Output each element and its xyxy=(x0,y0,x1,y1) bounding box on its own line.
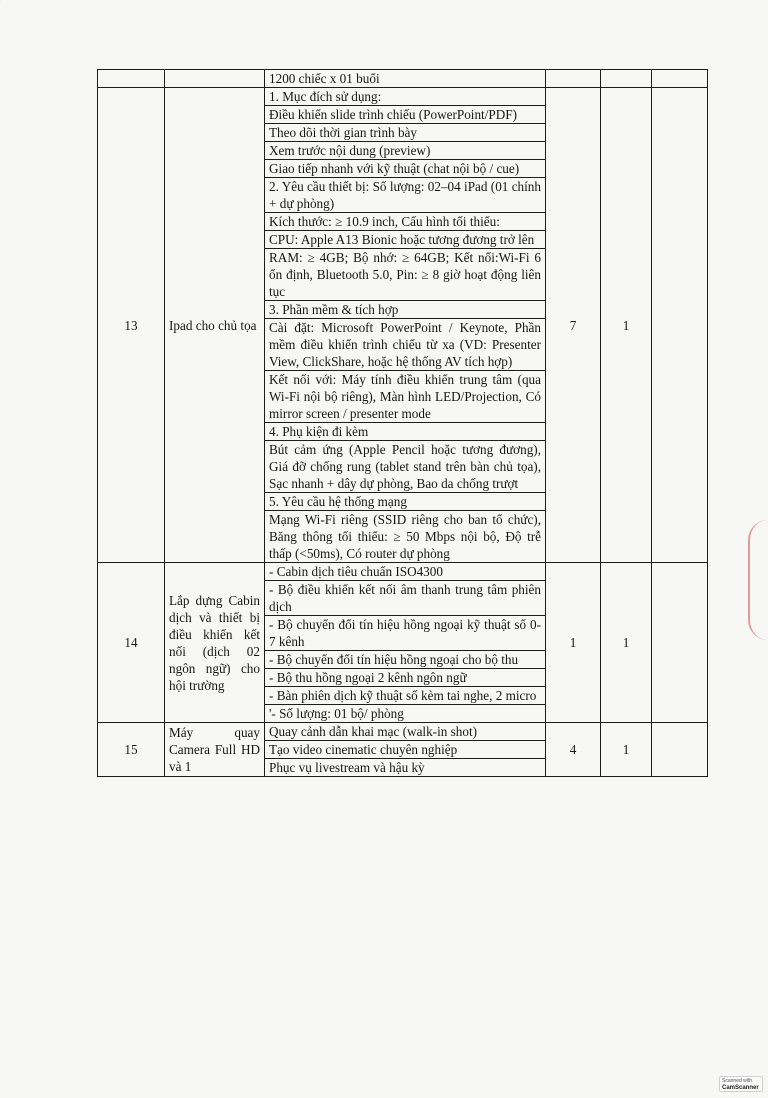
description-line: Điều khiển slide trình chiếu (PowerPoint/PDF) xyxy=(265,106,546,124)
specification-table xyxy=(97,69,708,777)
note-cell xyxy=(652,88,708,563)
days-cell: 1 xyxy=(601,563,652,723)
description-line: 1. Mục đích sử dụng: xyxy=(265,88,546,106)
item-name-cell: Máy quay Camera Full HD và 1 xyxy=(165,723,265,777)
description-line: - Bàn phiên dịch kỹ thuật số kèm tai nghe, 2 micro xyxy=(265,687,546,705)
description-line: RAM: ≥ 4GB; Bộ nhớ: ≥ 64GB; Kết nối:Wi-Fi 6 ổn định, Bluetooth 5.0, Pin: ≥ 8 giờ hoạt động liên tục xyxy=(265,249,546,301)
table-row-continuation xyxy=(98,70,708,88)
days-cell: 1 xyxy=(601,723,652,777)
description-line: Mạng Wi-Fi riêng (SSID riêng cho ban tổ chức), Băng thông tối thiểu: ≥ 50 Mbps nội bộ, Độ trễ thấp (<50ms), Có router dự phòng xyxy=(265,511,546,563)
description-line: - Bộ điều khiển kết nối âm thanh trung tâm phiên dịch xyxy=(265,581,546,616)
scan-edge-mark xyxy=(0,0,58,98)
description-line: 3. Phần mềm & tích hợp xyxy=(265,301,546,319)
description-line: Kết nối với: Máy tính điều khiển trung tâm (qua Wi-Fi nội bộ riêng), Màn hình LED/Projection, Có mirror screen / presenter mode xyxy=(265,371,546,423)
description-line: '- Số lượng: 01 bộ/ phòng xyxy=(265,705,546,723)
description-line: 2. Yêu cầu thiết bị: Số lượng: 02–04 iPad (01 chính + dự phòng) xyxy=(265,178,546,213)
description-line: Quay cảnh dẫn khai mạc (walk-in shot) xyxy=(265,723,546,741)
table-row-item-15 xyxy=(98,723,708,741)
description-line: - Bộ chuyển đổi tín hiệu hồng ngoại kỹ thuật số 0-7 kênh xyxy=(265,616,546,651)
red-stamp-edge xyxy=(748,520,768,640)
note-cell xyxy=(652,563,708,723)
description-line: CPU: Apple A13 Bionic hoặc tương đương trở lên xyxy=(265,231,546,249)
description-line: - Cabin dịch tiêu chuẩn ISO4300 xyxy=(265,563,546,581)
stt-cell: 15 xyxy=(98,723,165,777)
description-line: - Bộ thu hồng ngoại 2 kênh ngôn ngữ xyxy=(265,669,546,687)
description-line: Cài đặt: Microsoft PowerPoint / Keynote, Phần mềm điều khiển trình chiếu từ xa (VD: Presenter View, ClickShare, hoặc hệ thống AV tích hợp) xyxy=(265,319,546,371)
note-cell xyxy=(652,723,708,777)
stt-cell: 14 xyxy=(98,563,165,723)
days-cell: 1 xyxy=(601,88,652,563)
specification-table-body xyxy=(98,70,708,777)
description-line: Giao tiếp nhanh với kỹ thuật (chat nội bộ / cue) xyxy=(265,160,546,178)
camscanner-caption: Scanned with xyxy=(722,1078,753,1084)
stt-cell: 13 xyxy=(98,88,165,563)
table-row-item-13 xyxy=(98,88,708,106)
qty-cell: 7 xyxy=(546,88,601,563)
qty-cell: 1 xyxy=(546,563,601,723)
description-line: - Bộ chuyển đổi tín hiệu hồng ngoại cho bộ thu xyxy=(265,651,546,669)
description-line: Xem trước nội dung (preview) xyxy=(265,142,546,160)
description-line: Phục vụ livestream và hậu kỳ xyxy=(265,759,546,777)
description-line: 5. Yêu cầu hệ thống mạng xyxy=(265,493,546,511)
item-name-cell: Ipad cho chủ tọa xyxy=(165,88,265,563)
name-cell xyxy=(165,70,265,88)
camscanner-logo-text: CamScanner xyxy=(722,1085,759,1091)
description-line: Kích thước: ≥ 10.9 inch, Cấu hình tối thiểu: xyxy=(265,213,546,231)
description-line: Bút cảm ứng (Apple Pencil hoặc tương đương), Giá đỡ chống rung (tablet stand trên bàn chủ tọa), Sạc nhanh + dây dự phòng, Bao da chống trượt xyxy=(265,441,546,493)
qty-cell: 4 xyxy=(546,723,601,777)
table-row-item-14 xyxy=(98,563,708,581)
description-line: 4. Phụ kiện đi kèm xyxy=(265,423,546,441)
days-cell xyxy=(601,70,652,88)
item-name-cell: Lắp dựng Cabin dịch và thiết bị điều khiển kết nối (dịch 02 ngôn ngữ) cho hội trường xyxy=(165,563,265,723)
camscanner-badge xyxy=(719,1076,763,1092)
stt-cell xyxy=(98,70,165,88)
qty-cell xyxy=(546,70,601,88)
description-line: Theo dõi thời gian trình bày xyxy=(265,124,546,142)
note-cell xyxy=(652,70,708,88)
description-line: Tạo video cinematic chuyên nghiệp xyxy=(265,741,546,759)
description-cell: 1200 chiếc x 01 buổi xyxy=(265,70,546,88)
